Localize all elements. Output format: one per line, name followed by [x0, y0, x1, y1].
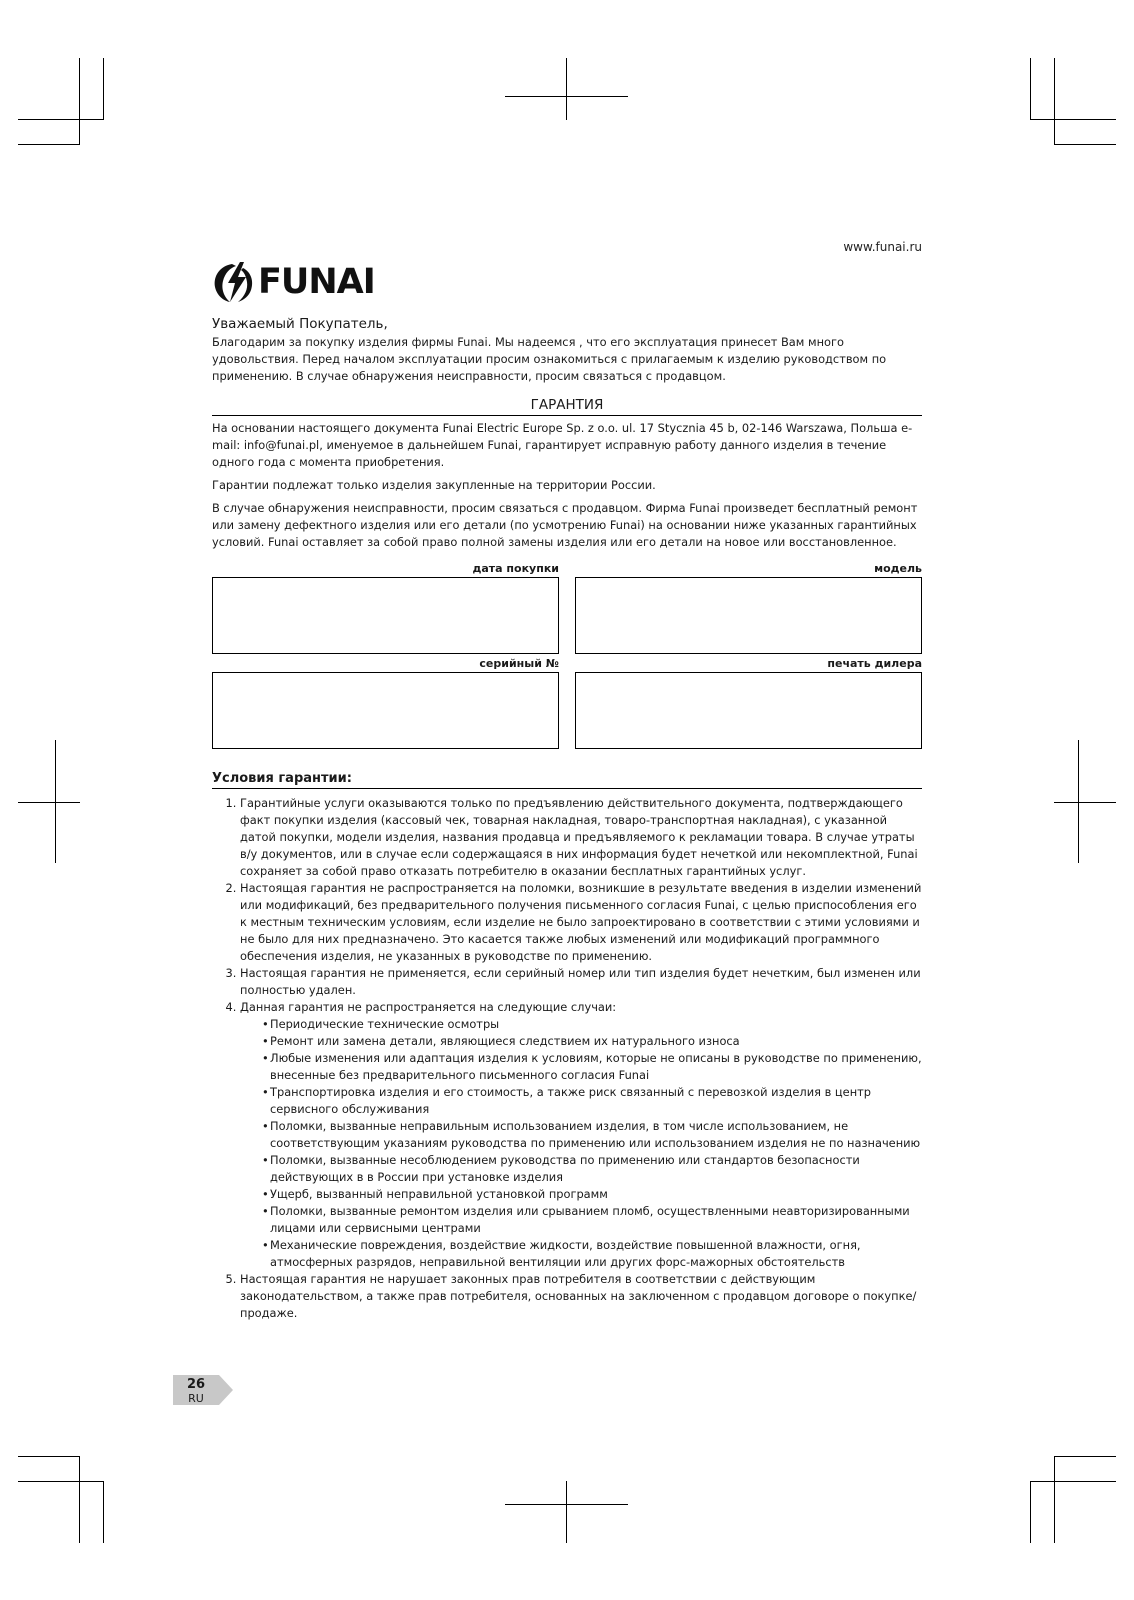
condition-item: 5. Настоящая гарантия не нарушает законных прав потребителя в соответствии с действующим законодательством, а также прав потребителя, основанных на заключенном с продавцом договоре о покупке/продаже. — [240, 1271, 922, 1322]
exclusion-item: • Поломки, вызванные неправильным использованием изделия, в том числе использованием, не соответствующим указаниям руководства по применению или использованием изделия не по назначению — [262, 1118, 922, 1152]
funai-logo — [210, 258, 375, 306]
serial-field — [212, 656, 559, 749]
warranty-paragraph-3: В случае обнаружения неисправности, просим связаться с продавцом. Фирма Funai произведет бесплатный ремонт или замену дефектного изделия или его детали (по усмотрению Funai) на основании ниже указанных гарантийных условий. Funai оставляет за собой право полной замены изделия или его детали на новое или восстановленное. — [212, 501, 918, 549]
dealer-stamp-box[interactable] — [575, 672, 922, 749]
warranty-paragraph-1: На основании настоящего документа Funai Electric Europe Sp. z o.o. ul. 17 Stycznia 45 b, 02-146 Warszawa, Польша e-mail: info@funai.pl, именуемое в дальнейшем Funai, гарантирует исправную работу данного изделия в течение одного года с момента приобретения. — [212, 421, 913, 469]
exclusion-item: • Любые изменения или адаптация изделия к условиям, которые не описаны в руководстве по применению, внесенные без предварительного письменного согласия Funai — [262, 1050, 922, 1084]
exclusion-item: • Поломки, вызванные ремонтом изделия или срыванием пломб, осуществленными неавторизированными лицами или сервисными центрами — [262, 1203, 922, 1237]
exclusions-list — [240, 1016, 922, 1271]
warranty-paragraph-2: Гарантии подлежат только изделия закупленные на территории России. — [212, 478, 656, 492]
condition-item: 3. Настоящая гарантия не применяется, если серийный номер или тип изделия будет нечетким, был изменен или полностью удален. — [240, 965, 922, 999]
serial-label: серийный № — [479, 657, 559, 670]
warranty-heading: ГАРАНТИЯ — [212, 397, 922, 416]
model-field — [575, 561, 922, 654]
funai-emblem-icon — [210, 259, 256, 305]
condition-item — [240, 999, 922, 1271]
model-box[interactable] — [575, 577, 922, 654]
website-url: www.funai.ru — [843, 240, 922, 254]
model-label: модель — [874, 562, 922, 575]
conditions-list — [212, 795, 922, 1322]
dealer-stamp-field — [575, 656, 922, 749]
exclusion-item: • Ущерб, вызванный неправильной установкой программ — [262, 1186, 922, 1203]
exclusion-item: • Транспортировка изделия и его стоимость, а также риск связанный с перевозкой изделия в центр сервисного обслуживания — [262, 1084, 922, 1118]
greeting: Уважаемый Покупатель, — [212, 316, 388, 332]
serial-box[interactable] — [212, 672, 559, 749]
dealer-stamp-label: печать дилера — [827, 657, 922, 670]
exclusion-item: • Ремонт или замена детали, являющиеся следствием их натурального износа — [262, 1033, 922, 1050]
purchase-date-field — [212, 561, 559, 654]
page-number: 26 — [186, 1377, 206, 1392]
logo-wordmark: FUNAI — [258, 262, 375, 302]
exclusion-item: • Периодические технические осмотры — [262, 1016, 922, 1033]
intro-paragraph: Благодарим за покупку изделия фирмы Funai. Мы надеемся , что его эксплуатация принесет Вам много удовольствия. Перед началом эксплуатации просим ознакомиться с прилагаемым к изделию руководством по применению. В случае обнаружения неисправности, просим связаться с продавцом. — [212, 335, 887, 383]
conditions-heading: Условия гарантии: — [212, 771, 922, 789]
warranty-form — [212, 561, 922, 751]
exclusion-item: • Поломки, вызванные несоблюдением руководства по применению или стандартов безопасности действующих в в России при установке изделия — [262, 1152, 922, 1186]
exclusion-item: • Механические повреждения, воздействие жидкости, воздействие повышенной влажности, огня, атмосферных разрядов, неправильной вентиляции или других форс-мажорных обстоятельств — [262, 1237, 922, 1271]
condition-item: 1. Гарантийные услуги оказываются только по предъявлению действительного документа, подтверждающего факт покупки изделия (кассовый чек, товарная накладная, товаро-транспортная накладная), с указанной датой покупки, модели изделия, названия продавца и предъявляемого к рекламации товара. В случае утраты в/у документов, или в случае если содержащаяся в них информация будет нечеткой или некомплектной, Funai сохраняет за собой право отказать потребителю в оказании бесплатных гарантийных услуг. — [240, 795, 922, 880]
condition-item: 2. Настоящая гарантия не распространяется на поломки, возникшие в результате введения в изделии изменений или модификаций, без предварительного получения письменного согласия Funai, с целью приспособления его к местным техническим условиям, если изделие не было запроектировано в соответствии с этими условиями и не было для них предназначено. Это касается также любых изменений или модификаций программного обеспечения изделия, не указанных в руководстве по применению. — [240, 880, 922, 965]
purchase-date-label: дата покупки — [472, 562, 559, 575]
page-number-tab — [173, 1375, 233, 1405]
condition-item-text: Данная гарантия не распространяется на следующие случаи: — [240, 1000, 617, 1014]
document-body — [212, 316, 922, 1322]
purchase-date-box[interactable] — [212, 577, 559, 654]
page-language: RU — [188, 1392, 204, 1405]
